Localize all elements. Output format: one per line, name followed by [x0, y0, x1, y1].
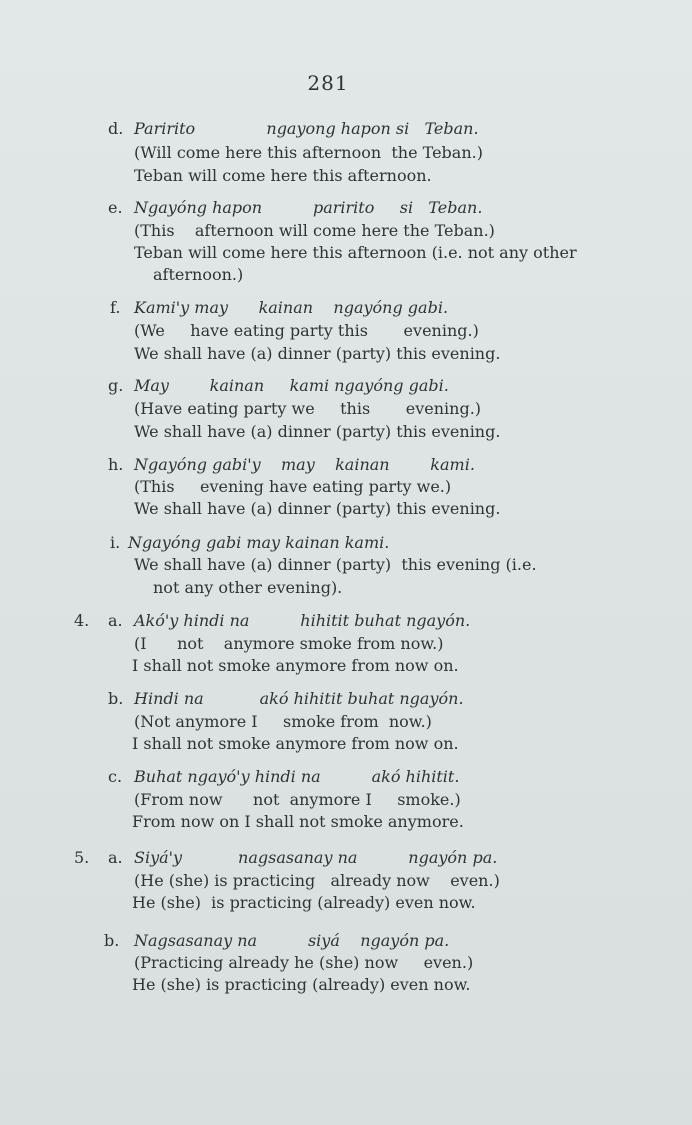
entry-label: g.	[108, 376, 124, 395]
literal-translation: (From now not anymore I smoke.)	[134, 790, 461, 809]
tagalog-sentence: Ngayóng gabi may kainan kami.	[128, 533, 390, 552]
tagalog-sentence: May kainan kami ngayóng gabi.	[134, 376, 449, 395]
entry-label: a.	[108, 611, 123, 630]
tagalog-sentence: Ngayóng gabi'y may kainan kami.	[134, 455, 475, 474]
entry-label: i.	[110, 533, 121, 552]
free-translation: Teban will come here this afternoon.	[134, 166, 432, 185]
tagalog-sentence: Nagsasanay na siyá ngayón pa.	[134, 931, 450, 950]
entry-label: a.	[108, 848, 123, 867]
free-translation: We shall have (a) dinner (party) this evening.	[134, 344, 501, 363]
entry-label: h.	[108, 455, 124, 474]
literal-translation: (Not anymore I smoke from now.)	[134, 712, 432, 731]
tagalog-sentence: Akó'y hindi na hihitit buhat ngayón.	[134, 611, 471, 630]
free-translation: I shall not smoke anymore from now on.	[132, 656, 459, 675]
free-translation: He (she) is practicing (already) even now.	[132, 975, 471, 994]
free-translation: I shall not smoke anymore from now on.	[132, 734, 459, 753]
tagalog-sentence: Ngayóng hapon paririto si Teban.	[134, 198, 483, 217]
free-translation: We shall have (a) dinner (party) this evening.	[134, 499, 501, 518]
free-translation: He (she) is practicing (already) even now.	[132, 893, 476, 912]
entry-number: 5.	[74, 848, 90, 867]
entry-label: b.	[108, 689, 124, 708]
literal-translation: (He (she) is practicing already now even.)	[134, 871, 500, 890]
literal-translation: (I not anymore smoke from now.)	[134, 634, 444, 653]
entry-label: e.	[108, 198, 123, 217]
literal-translation: (This evening have eating party we.)	[134, 477, 452, 496]
entry-label: b.	[104, 931, 120, 950]
literal-translation: (This afternoon will come here the Teban.)	[134, 221, 495, 240]
free-translation: We shall have (a) dinner (party) this evening (i.e.	[134, 555, 537, 574]
tagalog-sentence: Paririto ngayong hapon si Teban.	[134, 119, 479, 138]
tagalog-sentence: Kami'y may kainan ngayóng gabi.	[134, 298, 449, 317]
free-translation: We shall have (a) dinner (party) this evening.	[134, 422, 501, 441]
entry-label: f.	[110, 298, 121, 317]
tagalog-sentence: Buhat ngayó'y hindi na akó hihitit.	[134, 767, 460, 786]
entry-number: 4.	[74, 611, 90, 630]
literal-translation: (Practicing already he (she) now even.)	[134, 953, 474, 972]
free-translation: Teban will come here this afternoon (i.e. not any other	[134, 243, 577, 262]
free-translation-continued: not any other evening).	[153, 578, 343, 597]
tagalog-sentence: Siyá'y nagsasanay na ngayón pa.	[134, 848, 498, 867]
tagalog-sentence: Hindi na akó hihitit buhat ngayón.	[134, 689, 464, 708]
literal-translation: (Have eating party we this evening.)	[134, 399, 482, 418]
entry-label: d.	[108, 119, 124, 138]
page-number: 281	[307, 71, 349, 95]
free-translation-continued: afternoon.)	[153, 265, 244, 284]
literal-translation: (We have eating party this evening.)	[134, 321, 479, 340]
entry-label: c.	[108, 767, 123, 786]
free-translation: From now on I shall not smoke anymore.	[132, 812, 464, 831]
literal-translation: (Will come here this afternoon the Teban.)	[134, 143, 483, 162]
